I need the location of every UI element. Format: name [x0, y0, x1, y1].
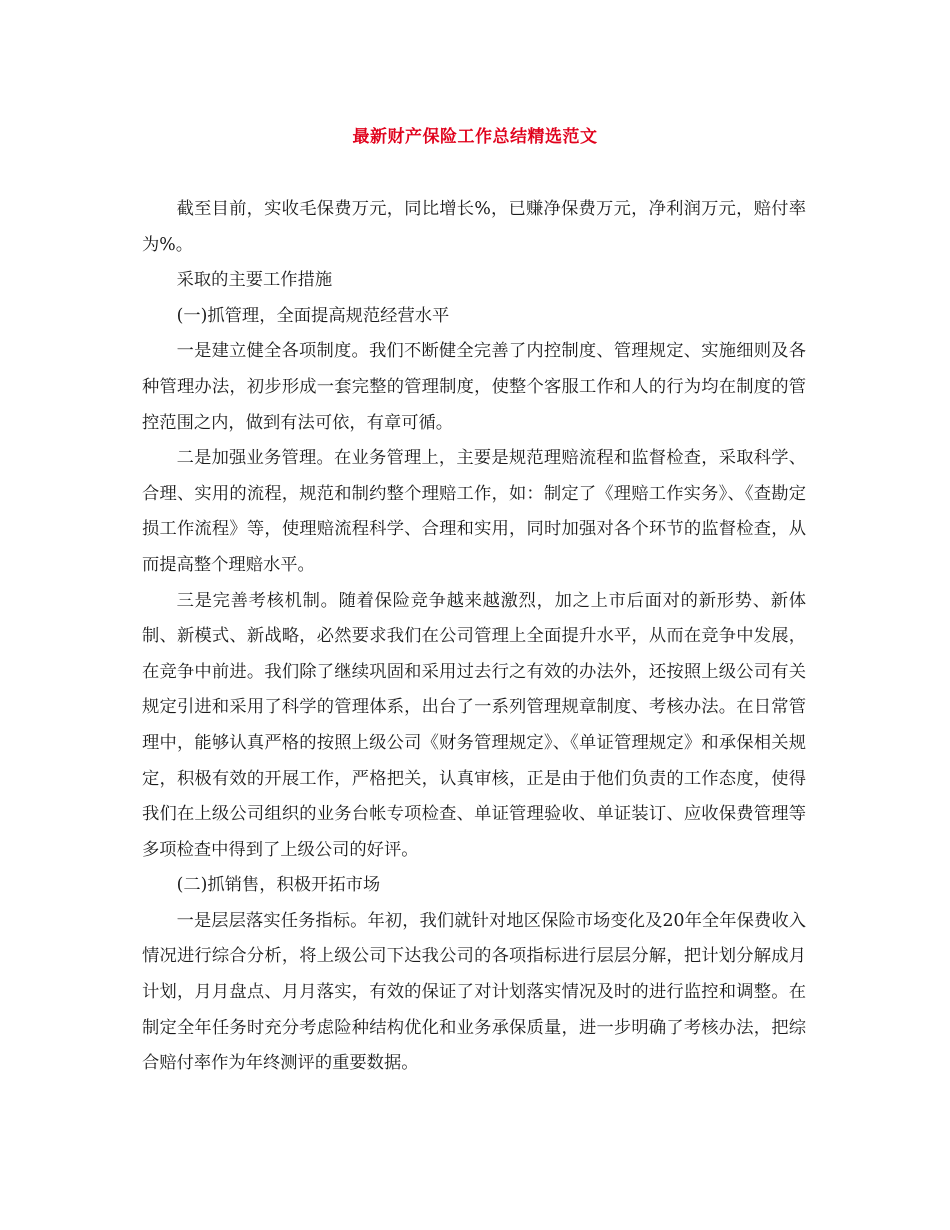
paragraph-targets: 一是层层落实任务指标。年初，我们就针对地区保险市场变化及20年全年保费收入情况进行综合分析，将上级公司下达我公司的各项指标进行层层分解，把计划分解成月计划，月月盘点、月月落实，有效的保证了对计划落实情况及时的进行监控和调整。在制定全年任务时充分考虑险种结构优化和业务承保质量，进一步明确了考核办法，把综合赔付率作为年终测评的重要数据。	[142, 910, 806, 1074]
document-title: 最新财产保险工作总结精选范文	[352, 127, 598, 147]
paragraph-business-management: 二是加强业务管理。在业务管理上，主要是规范理赔流程和监督检查，采取科学、合理、实用的流程，规范和制约整个理赔工作，如：制定了《理赔工作实务》、《查勘定损工作流程》等，使理赔流程科学、合理和实用，同时加强对各个环节的监督检查，从而提高整个理赔水平。	[142, 448, 806, 575]
subsection-heading-management: (一)抓管理，全面提高规范经营水平	[176, 305, 450, 326]
section-heading-measures: 采取的主要工作措施	[176, 270, 333, 291]
document-body	[142, 192, 806, 1082]
subsection-heading-sales: (二)抓销售，积极开拓市场	[176, 875, 381, 896]
paragraph-summary: 截至目前，实收毛保费万元，同比增长%，已赚净保费万元，净利润万元，赔付率为%。	[142, 199, 806, 255]
paragraph-assessment: 三是完善考核机制。随着保险竞争越来越激烈，加之上市后面对的新形势、新体制、新模式、新战略，必然要求我们在公司管理上全面提升水平，从而在竞争中发展，在竞争中前进。我们除了继续巩固和采用过去行之有效的办法外，还按照上级公司有关规定引进和采用了科学的管理体系，出台了一系列管理规章制度、考核办法。在日常管理中，能够认真严格的按照上级公司《财务管理规定》、《单证管理规定》和承保相关规定，积极有效的开展工作，严格把关，认真审核，正是由于他们负责的工作态度，使得我们在上级公司组织的业务台帐专项检查、单证管理验收、单证装订、应收保费管理等多项检查中得到了上级公司的好评。	[142, 590, 806, 860]
paragraph-systems: 一是建立健全各项制度。我们不断健全完善了内控制度、管理规定、实施细则及各种管理办法，初步形成一套完整的管理制度，使整个客服工作和人的行为均在制度的管控范围之内，做到有法可依，有章可循。	[142, 341, 806, 433]
